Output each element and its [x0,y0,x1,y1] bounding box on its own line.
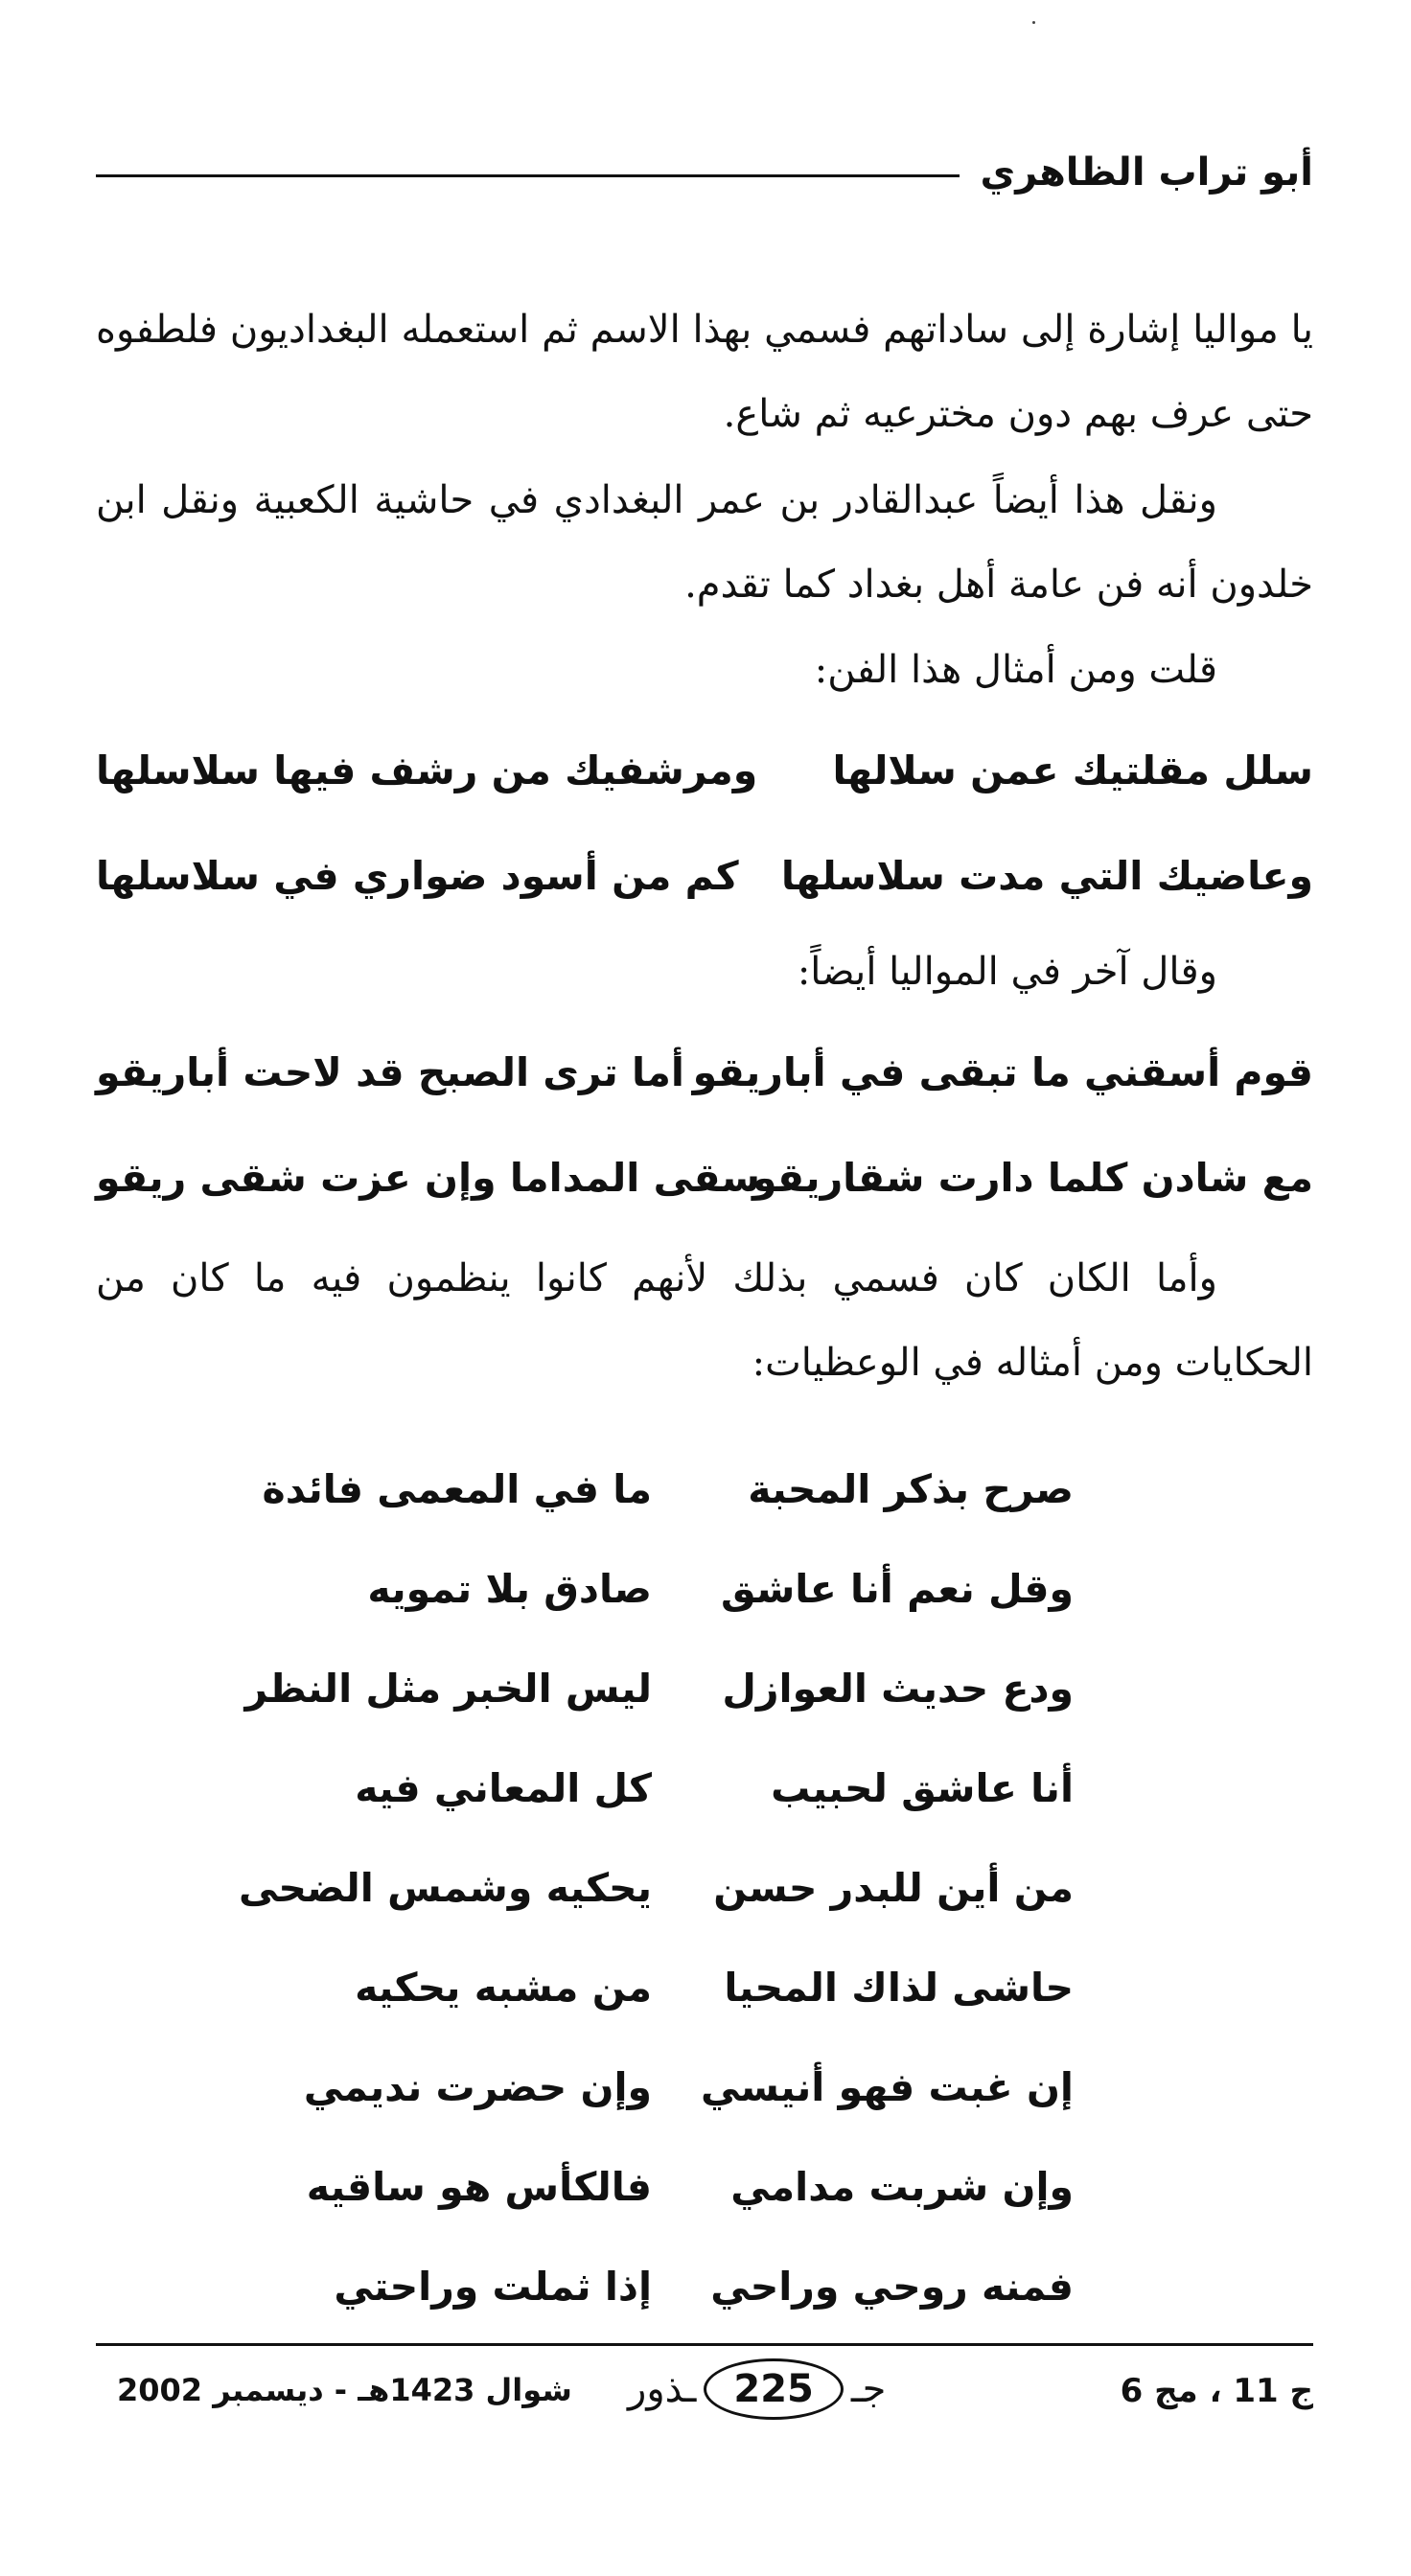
journal-name-end: ـذور [628,2367,697,2411]
verse-line [96,1646,1313,1731]
verse-first-hemistich: من أين للبدر حسن [713,1865,1074,1911]
verse-second-hemistich: ما في المعمى فائدة [262,1466,652,1512]
verse-second-hemistich: وإن حضرت نديمي [303,2064,652,2110]
verse-first-hemistich: وإن شربت مدامي [730,2164,1074,2210]
verse-line [96,834,1313,918]
journal-mark [628,2358,886,2420]
verse-line [96,1846,1313,1930]
verse-line [96,2145,1313,2229]
verse-second-hemistich: صادق بلا تمويه [367,1566,652,1612]
verse-first-hemistich: وعاضيك التي مدت سلاسلها [780,853,1313,899]
verse-first-hemistich: أنا عاشق لحبيب [771,1765,1074,1811]
verse-line [96,1447,1313,1531]
page-number: 225 [704,2358,844,2420]
header-author: أبو تراب الظاهري [980,150,1313,195]
issue-label: ج 11 ، مج 6 [1120,2372,1313,2410]
verse-second-hemistich: ومرشفيك من رشف فيها سلاسلها [96,748,758,794]
verse-second-hemistich: يحكيه وشمس الضحى [238,1865,652,1911]
paragraph-5: وأما الكان كان فسمي بذلك لأنهم كانوا ينظمون فيه ما كان من الحكايات ومن أمثاله في الوعظيات: [96,1256,1313,1385]
verse-first-hemistich: سلل مقلتيك عمن سلالها [832,748,1313,794]
verse-second-hemistich: فالكأس هو ساقيه [306,2164,652,2210]
issue-date: شوال 1423هـ - ديسمبر 2002 [117,2372,572,2408]
verse-line [96,1746,1313,1830]
verse-second-hemistich: إذا ثملت وراحتي [334,2264,652,2310]
verse-line [96,1136,1313,1220]
verse-second-hemistich: ليس الخبر مثل النظر [244,1666,652,1712]
running-header [96,139,1313,206]
page-footer [96,2353,1313,2449]
verse-first-hemistich: إن غبت فهو أنيسي [700,2064,1074,2110]
paragraph-1: يا مواليا إشارة إلى ساداتهم فسمي بهذا الاسم ثم استعمله البغداديون فلطفوه حتى عرف بهم دون مخترعيه ثم شاع. [96,308,1314,436]
scan-speck [1032,21,1035,24]
verse-first-hemistich: ودع حديث العوازل [722,1666,1074,1712]
verse-line [96,2045,1313,2129]
verse-first-hemistich: صرح بذكر المحبة [748,1466,1074,1512]
verse-second-hemistich: كم من أسود ضواري في سلاسلها [96,853,739,899]
paragraph-3: قلت ومن أمثال هذا الفن: [814,648,1217,692]
verse-line [96,2244,1313,2329]
verse-first-hemistich: مع شادن كلما دارت شقاريقو [752,1155,1313,1201]
verse-second-hemistich: كل المعاني فيه [355,1765,652,1811]
verse-second-hemistich: سقى المداما وإن عزت شقى ريقو [96,1155,760,1201]
verse-first-hemistich: حاشى لذاك المحيا [724,1965,1074,2011]
paragraph-2: ونقل هذا أيضاً عبدالقادر بن عمر البغدادي في حاشية الكعبية ونقل ابن خلدون أنه فن عامة أهل بغداد كما تقدم. [96,478,1313,607]
verse-line [96,1547,1313,1631]
verse-first-hemistich: قوم أسقني ما تبقى في أباريقو [692,1049,1313,1095]
verse-line [96,728,1313,813]
verse-first-hemistich: فمنه روحي وراحي [710,2264,1074,2310]
verse-line [96,1030,1313,1115]
verse-first-hemistich: وقل نعم أنا عاشق [721,1566,1074,1612]
journal-name-start: جـ [850,2367,887,2411]
footer-rule [96,2343,1313,2346]
verse-second-hemistich: من مشبه يحكيه [355,1965,652,2011]
paragraph-4: وقال آخر في المواليا أيضاً: [797,950,1217,994]
header-rule [96,174,960,177]
verse-second-hemistich: أما ترى الصبح قد لاحت أباريقو [96,1049,684,1095]
verse-line [96,1945,1313,2030]
